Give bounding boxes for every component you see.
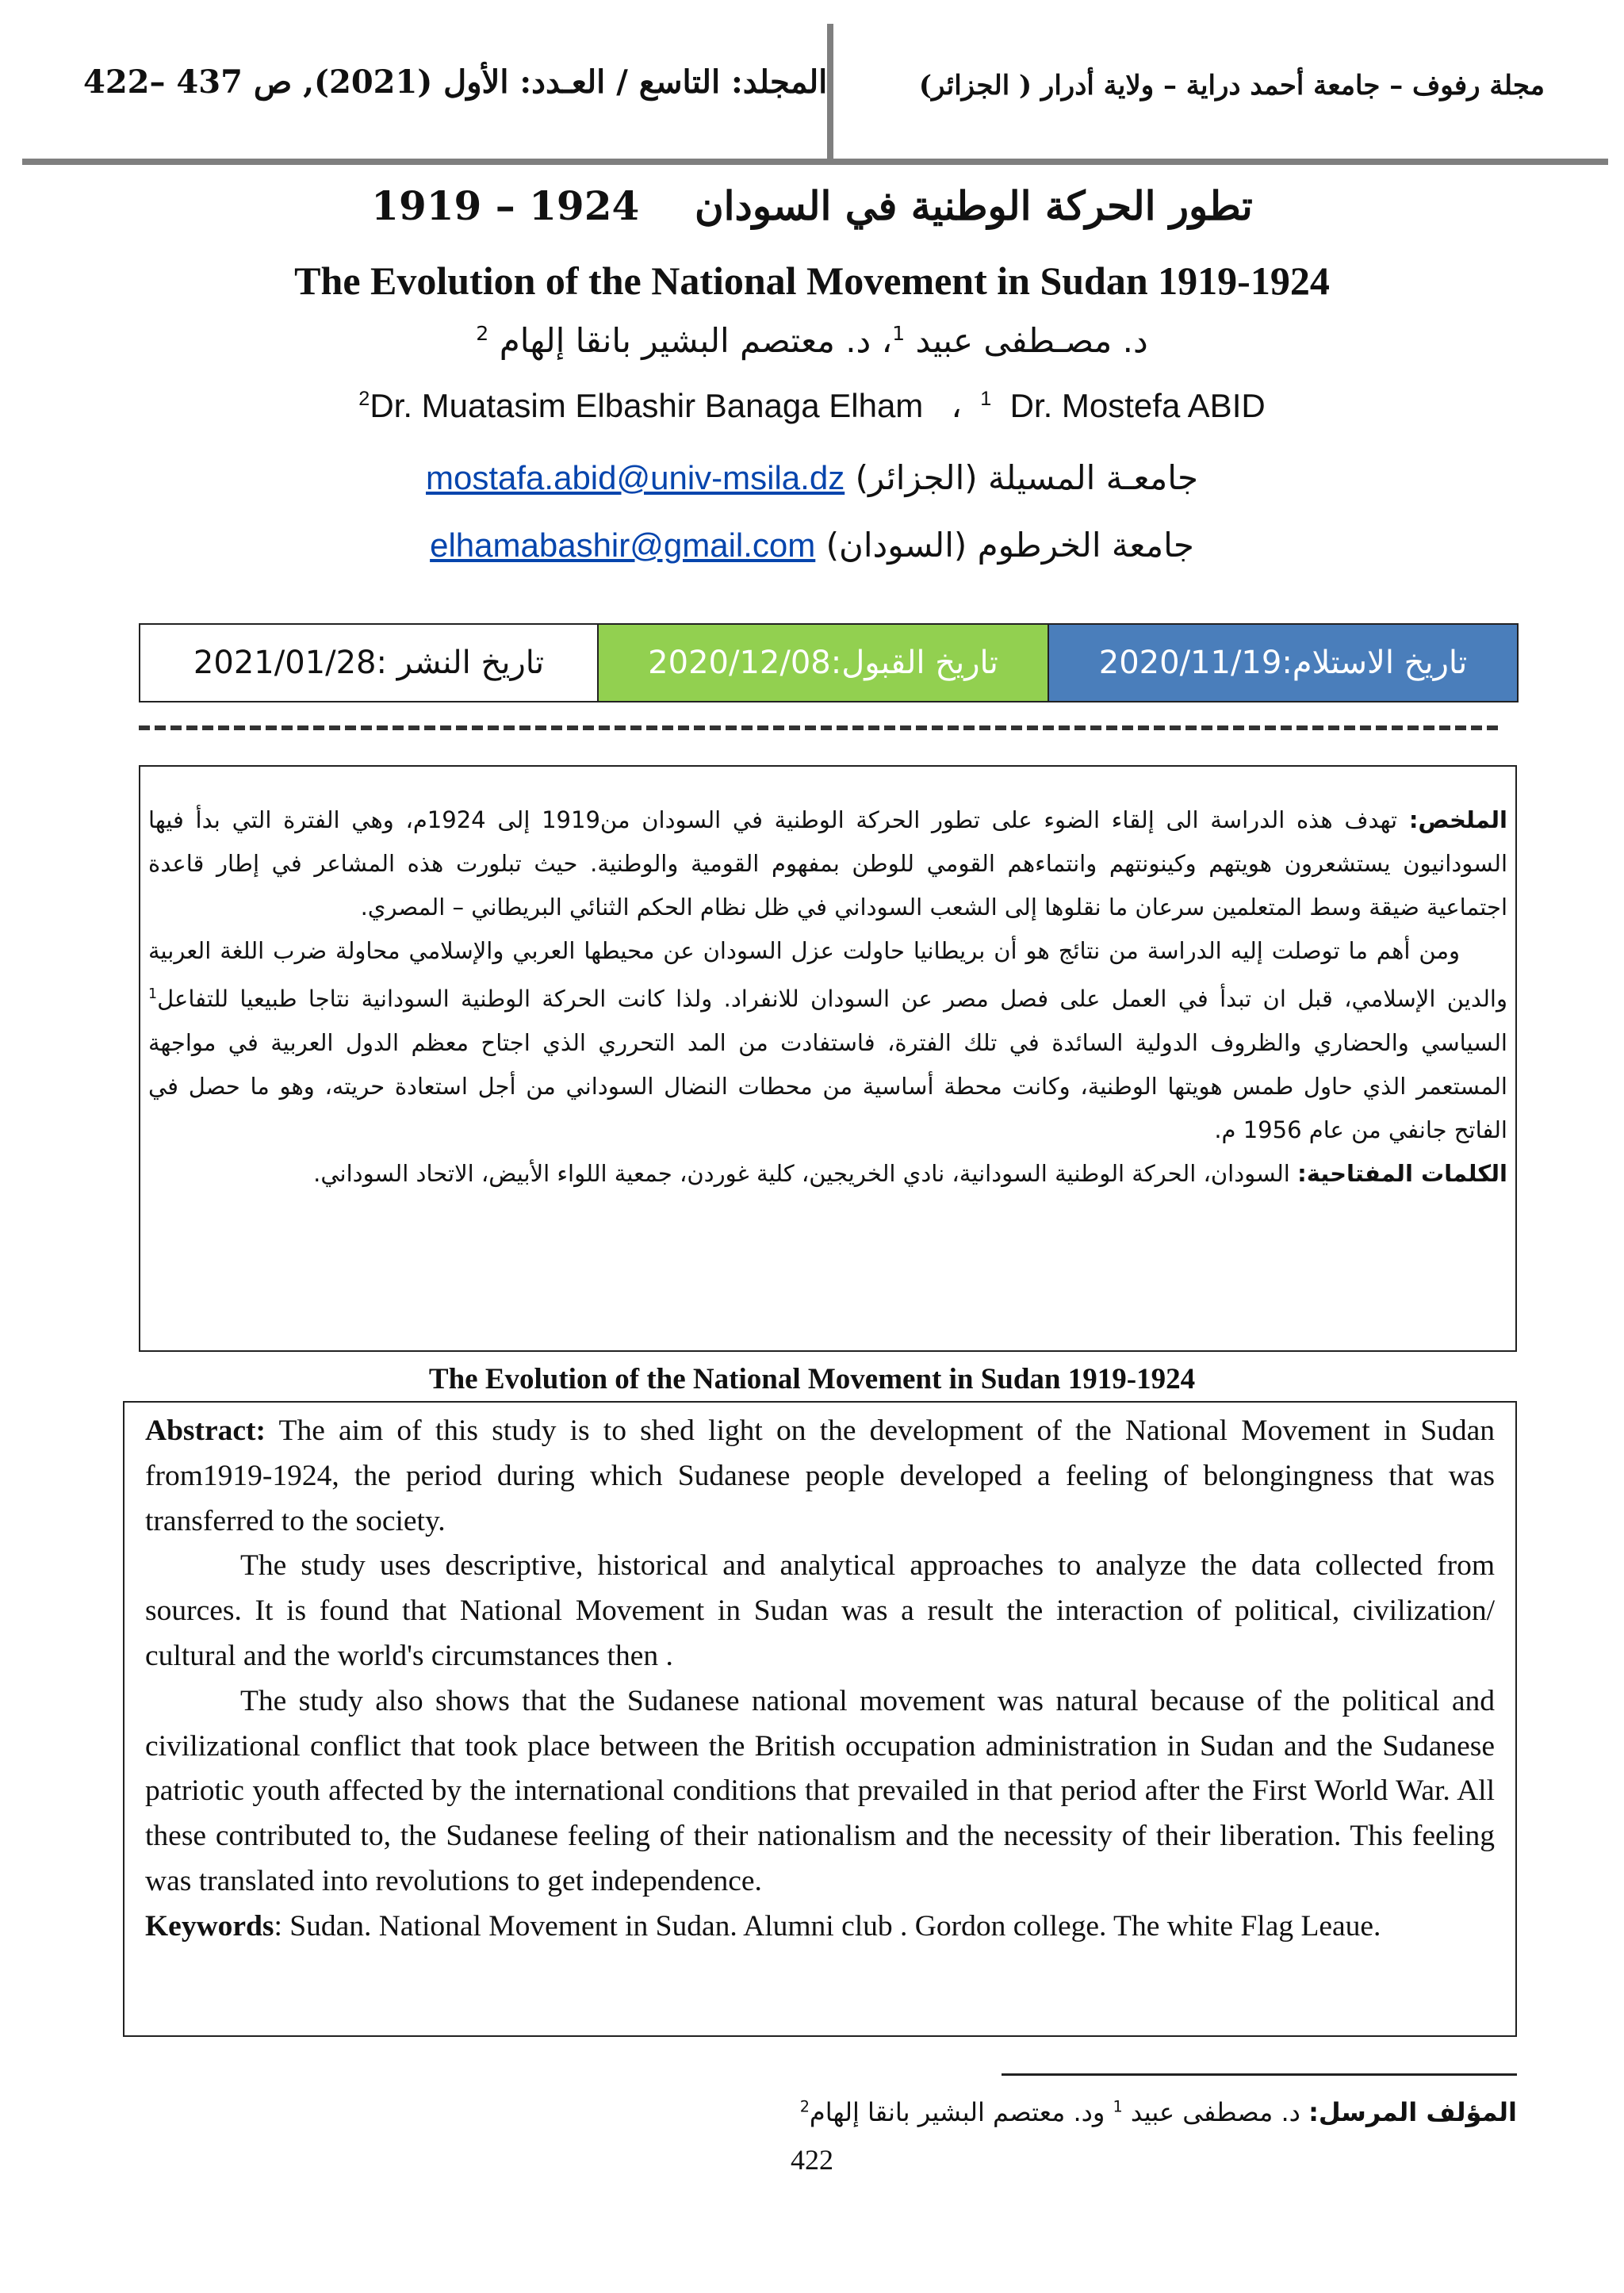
affiliation-2-university: جامعة الخرطوم (السودان) — [825, 526, 1194, 565]
abstract-en-keywords-text: : Sudan. National Movement in Sudan. Alumni club . Gordon college. The white Flag Leaue. — [274, 1909, 1381, 1943]
footnote-author1: د. مصطفى عبيد — [1130, 2097, 1309, 2127]
abstract-en-keywords — [145, 1904, 1495, 1950]
header-volume: المجلد: التاسع / العـدد: الأول ( — [417, 63, 828, 101]
date-received-cell — [1049, 625, 1517, 701]
title-arabic-years: 1919 – 1924 — [371, 182, 640, 229]
footnote-rule — [1002, 2073, 1517, 2076]
date-accepted-label: تاريخ القبول: — [830, 645, 998, 681]
page-number: 422 — [791, 2144, 833, 2176]
author1-ar-sup: 1 — [892, 322, 906, 345]
title-arabic — [0, 182, 1624, 229]
date-published-label: تاريخ النشر : — [376, 645, 545, 681]
abstract-ar-label: الملخص: — [1408, 806, 1507, 833]
authors-english — [0, 386, 1624, 425]
authors-arabic — [0, 321, 1624, 360]
header-year: 2021 — [328, 63, 418, 101]
authors-en-separator: ، — [951, 387, 962, 424]
abstract-ar-p2b: السياسي والحضاري والظروف الدولية السائدة في تلك الفترة، فاستفادت من المد التحرري الذي اجتاح معظم الدول العربية في مواجهة المستعمر الذي حاول طمس هويتها الوطنية، وكانت محطة أساسية من محطات النضال السوداني من أجل استعادة حريته، وهو ما حصل في الفاتح جانفي من عام 1956 م. — [148, 1028, 1507, 1143]
date-accepted-value: 2020/12/08 — [648, 645, 831, 681]
abstract-ar-paragraph-1 — [148, 798, 1507, 929]
author1-en-sup: 1 — [980, 388, 992, 410]
header-rule — [22, 159, 1608, 165]
date-received-label: تاريخ الاستلام: — [1281, 645, 1468, 681]
header-journal: مجلة رفوف – جامعة أحمد دراية – ولاية أدرار ( الجزائر) — [918, 70, 1545, 101]
author1-en: Dr. Mostefa ABID — [1009, 387, 1266, 424]
abstract-en-p1: The aim of this study is to shed light on the development of the National Movement in Sudan from1919-1924, the period during which Sudanese people developed a feeling of belongingness that was transferred to the society. — [145, 1414, 1495, 1537]
affiliation-1-university: جامعـة المسيلة (الجزائر) — [855, 458, 1198, 497]
author1-ar: د. مصـطفى عبيد — [915, 321, 1148, 360]
footnote-author2: ود. معتصم البشير بانقا إلهام — [809, 2097, 1113, 2127]
author2-en-sup: 2 — [358, 388, 370, 410]
abstract-ar-keywords-label: الكلمات المفتاحية: — [1297, 1159, 1507, 1187]
date-accepted-cell — [597, 625, 1049, 701]
affiliation-2-email-link[interactable]: elhamabashir@gmail.com — [430, 526, 816, 564]
title-english: The Evolution of the National Movement in Sudan 1919-1924 — [294, 258, 1330, 303]
date-received-value: 2020/11/19 — [1098, 645, 1282, 681]
title-english-secondary: The Evolution of the National Movement in Sudan 1919-1924 — [428, 1363, 1196, 1395]
authors-ar-separator: ، — [871, 321, 893, 360]
affiliation-1 — [0, 458, 1624, 497]
author2-en: Dr. Muatasim Elbashir Banaga Elham — [370, 387, 924, 424]
abstract-en-label: Abstract: — [145, 1414, 266, 1447]
abstract-ar-p2a: ومن أهم ما توصلت إليه الدراسة من نتائج هو أن بريطانيا حاولت عزل السودان عن محيطها العربي والإسلامي محاولة ضرب اللغة العربية والدين الإسلامي، قبل ان تبدأ في العمل على فصل مصر عن السودان للانفراد. ولذا كانت الحركة الوطنية السودانية نتاجا طبيعيا للتفاعل — [148, 937, 1507, 1013]
abstract-english-box — [123, 1401, 1517, 2037]
dates-table — [139, 623, 1519, 702]
author2-ar: د. معتصم البشير بانقا إلهام — [499, 321, 871, 360]
abstract-en-paragraph-2: The study uses descriptive, historical and analytical approaches to analyze the data collected from sources. It is found that National Movement in Sudan was a result the interaction of political, civilization/ cultural and the world's circumstances then . — [145, 1549, 1495, 1672]
affiliation-1-email-link[interactable]: mostafa.abid@univ-msila.dz — [426, 459, 845, 496]
footnote-sup1: 1 — [1113, 2097, 1123, 2116]
header-pages: 422– 437 — [83, 63, 243, 101]
header-pages-label: ), ص — [242, 63, 329, 101]
header-citation — [83, 63, 827, 101]
abstract-arabic — [148, 798, 1507, 1196]
abstract-ar-keywords-text: السودان، الحركة الوطنية السودانية، نادي الخريجين، كلية غوردن، جمعية اللواء الأبيض، الاتحاد السوداني. — [313, 1159, 1298, 1187]
abstract-english — [145, 1409, 1495, 1950]
date-published-cell — [140, 625, 597, 701]
dashed-separator — [139, 725, 1503, 730]
footnote-sup2: 2 — [799, 2097, 810, 2116]
abstract-ar-keywords — [148, 1152, 1507, 1196]
footnote-corresponding-author — [800, 2097, 1517, 2127]
abstract-ar-paragraph-2 — [148, 929, 1507, 1152]
author2-ar-sup: 2 — [476, 322, 489, 345]
title-arabic-text: تطور الحركة الوطنية في السودان — [694, 182, 1253, 229]
header-vertical-divider — [827, 24, 833, 163]
affiliation-2 — [0, 526, 1624, 565]
abstract-en-paragraph-3: The study also shows that the Sudanese national movement was natural because of the political and civilizational conflict that took place between the British occupation administration in Sudan and the Sudanese patriotic youth affected by the international conditions that prevailed in that period after the First World War. All these contributed to, the Sudanese feeling of their nationalism and the necessity of their liberation. This feeling was translated into revolutions to get independence. — [145, 1684, 1495, 1897]
abstract-ar-p2-sup: 1 — [148, 986, 158, 1002]
abstract-en-paragraph-1 — [145, 1409, 1495, 1544]
footnote-label: المؤلف المرسل: — [1308, 2097, 1517, 2127]
abstract-arabic-box — [139, 765, 1517, 1352]
abstract-en-keywords-label: Keywords — [145, 1909, 274, 1943]
abstract-ar-p1: تهدف هذه الدراسة الى إلقاء الضوء على تطور الحركة الوطنية في السودان من1919 إلى 1924م، وهي الفترة التي بدأ فيها السودانيون يستشعرون هويتهم وكينونتهم وانتماءهم القومي للوطن بمفهوم القومية والوطنية. حيث تبلورت هذه المشاعر في إطار قاعدة اجتماعية ضيقة وسط المتعلمين سرعان ما نقلوها إلى الشعب السوداني في ظل نظام الحكم الثنائي البريطاني – المصري. — [148, 806, 1507, 921]
date-published-value: 2021/01/28 — [193, 645, 377, 681]
